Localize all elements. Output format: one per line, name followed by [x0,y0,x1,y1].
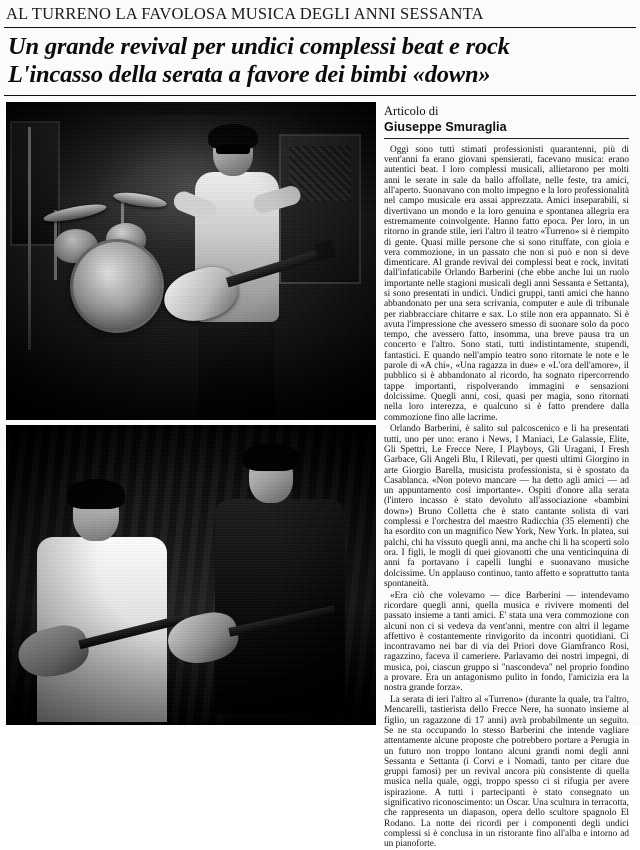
musician-figure-left [21,467,201,725]
headline-block [0,28,640,91]
musician-figure-right [175,443,365,725]
text-column [384,102,629,850]
byline-label: Articolo di [384,103,439,118]
byline-author: Giuseppe Smuraglia [384,119,507,134]
guitar-neck [226,248,328,288]
byline-divider [384,138,629,139]
sunglasses-icon [216,145,250,154]
headline-line-2: L'incasso della serata a favore dei bimbi «down» [8,60,491,88]
article-text [384,145,629,850]
figure-hair [67,479,125,509]
article-paragraph: «Era ciò che volevamo — dice Barberini — intendevamo ricordare quegli anni, quella musica e rivivere momenti del passato insieme a tanti amici. E' stata una vera commozione con alcuni non ci si vedeva da vent'anni, mentre con altri il legame affettivo è costantemente rinvigorito da incontri quotidiani. Ci incontravamo nei bar di via dei Priori dove Giamfranco Rosi, ragazzino, faceva il cameriere. Parlavamo dei nostri impegni, di musica, poi, ciascun gruppo si "nascondeva" nel proprio fondino a provare. Era un antagonismo pulito in fondo, l'amicizia era la nostra grande forza». [384,590,629,694]
photo-two-guitarists-scene [6,425,376,725]
article-paragraph: Oggi sono tutti stimati professionisti quarantenni, più di vent'anni fa erano giovani spensierati, facevano musica: erano autentici beat. I loro complessi musicali, allietarono per molti anni le serate in sale da ballo affollate, nelle feste, tra amici, all'aperto. Suonavano con molto impegno e la loro professionalità nel campo musicale era assai apprezzata. Amici inseparabili, si divertivano un mondo e la loro genuina e spontanea allegria era estremamente coinvolgente. Hanno fatto epoca. Per loro, in un ritorno in grande stile, ieri l'altro il teatro «Turreno» si è riempito di gente. Quasi mille persone che si sono rituffate, con gioia e vera commozione, in un passato che non si può e non si deve dimenticare. Al grande revival dei complessi beat e rock, invitati dall'infaticabile Orlando Barberini (che ebbe anche lui un ruolo importante nelle stagioni musicali degli anni Sessanta e Settanta), si sono presentati in undici. Undici gruppi, tanti amici che hanno abbandonato per una sera scrivania, computer e aule di tribunale per riabbracciare chitarre e sax. Lo stile non era appannato. Si è avuta l'impressione che avessero smesso di suonare solo da poco tempo, che avessero fatto, insomma, una breve pausa tra un concerto e l'altro. Sono stati, tutti indistintamente, stupendi, fantastici. E quando nell'ampio teatro sono ritornate le note e le parole di «A chi», «Una ragazza in due» e «L'ora dell'amore», il pubblico si è abbandonato al ricordo, ha sognato ripercorrendo tappe importanti, rispolverando immagini e sensazioni dolcissime. Quegli anni, così, quasi per magia, sono ritornati nella loro interezza, e qualcuno si è fatto prendere dalla commozione fino alle lacrime. [384,144,629,423]
microphone-stand-icon [28,127,31,350]
figure-legs [199,314,275,419]
article-paragraph: Orlando Barberini, è salito sul palcoscenico e li ha presentati tutti, uno per uno: erano i News, I Maniaci, Le Galassie, Elite, Gli Spettri, Le Frecce Nere, I Playboys, Gli Uragani, I Fresh Garbace, Gli Angeli Blu, I Rilevati, per questi ultimi Giorgino in arte Giorgio Barella, musicista professionista, si è spostato da Casablanca. «Non potevo mancare — ha detto agli amici — ad un appuntamento così importante». Ospiti d'onore alla serata (l'intero incasso è stato devoluto all'associazione «bambini down») Bruno Colletta che è stato cantante solista di vari complessi e l'orchestra del maestro Radicchia (35 elementi) che ha esordito con un magnifico New York, New York. In platea, sui palchi, chi ha vissuto quegli anni, ma anche chi li ha scoperti solo ora. I figli, le mogli di quei giovanotti che una venticinquina di anni fa portavano i capelli lunghi e suonavano musiche dolcissime. Un applauso continuo, tanto affetto e soprattutto tanta spontaneità. [384,424,629,589]
kicker-overline: AL TURRENO LA FAVOLOSA MUSICA DEGLI ANNI SESSANTA [6,4,484,23]
photo-column [6,102,384,725]
photo-band-on-stage [6,102,376,420]
guitar-neck [228,605,336,636]
photo-two-guitarists [6,425,376,725]
guitarist-figure [167,124,317,410]
article-body [0,96,640,850]
figure-hair [243,443,299,471]
photo-band-on-stage-scene [6,102,376,420]
article-paragraph: La serata di ieri l'altro al «Turreno» (durante la quale, tra l'altro, Mencarelli, tastierista dello Frecce Nere, ha suonato insieme al figlio, un ragazzone di 17 anni) avrà probabilmente un seguito. Se ne sta occupando lo stesso Barberini che intende vagliare attentamente alcune proposte che potrebbero portare a Perugia in un futuro non troppo lontano alcuni grandi nomi degli anni Sessanta e Settanta (i Corvi e i Nomadi, tanto per citare due gruppi famosi) per un revival ancora più consistente di quella musica nella quale, oggi, troppo spesso ci si rifugia per avere ispirazione. A tutti i partecipanti è stato consegnato un significativo riconoscimento: un Oscar. Una scultura in terracotta, che rappresenta un diapason, opera dello scultore spagnolo El Rodano. La notte dei ricordi per i componenti degli undici complessi si è conclusa in un ristorante fino all'alba e intorno ad un pianoforte. [384,695,630,850]
headline-line-1: Un grande revival per undici complessi beat e rock [8,33,510,60]
speaker-cabinet-icon [10,121,60,246]
bass-drum-icon [73,242,161,330]
